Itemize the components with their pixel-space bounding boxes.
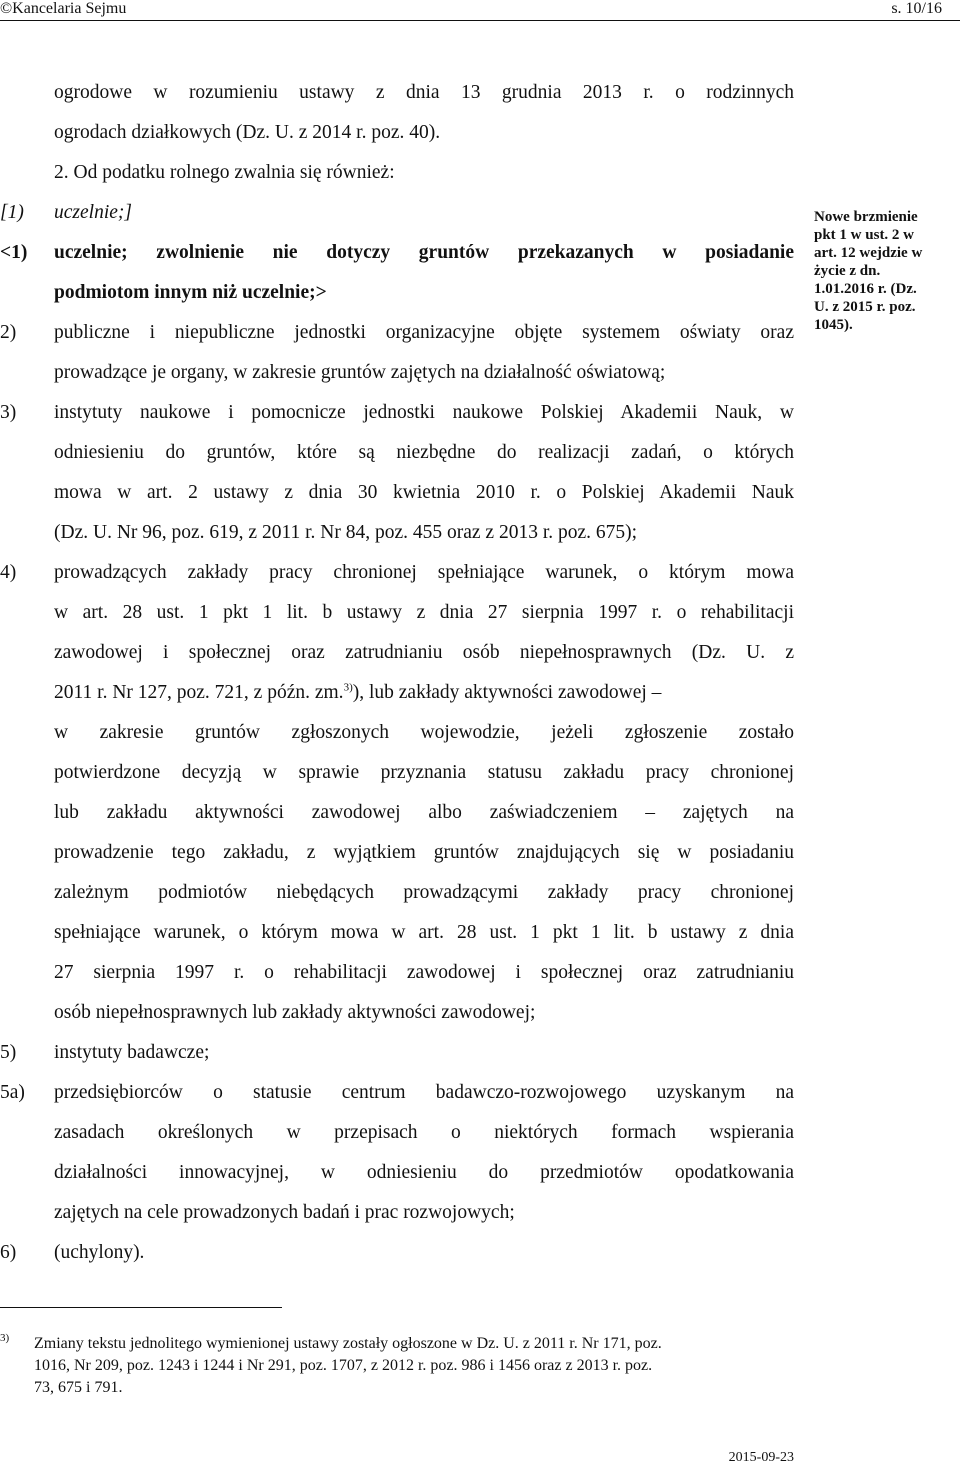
item-number: 5a) <box>0 1082 25 1103</box>
text-line: zależnym podmiotów niebędących prowadzącymi zakłady pracy chronionej <box>54 882 794 903</box>
header-page-number: s. 10/16 <box>891 0 942 17</box>
text-line: (Dz. U. Nr 96, poz. 619, z 2011 r. Nr 84, poz. 455 oraz z 2013 r. poz. 675); <box>54 522 638 543</box>
text-segment <box>54 680 661 706</box>
footer-date: 2015-09-23 <box>728 1450 794 1465</box>
text-line: mowa w art. 2 ustawy z dnia 30 kwietnia 2010 r. o Polskiej Akademii Nauk <box>54 482 794 503</box>
item-number: 4) <box>0 562 17 583</box>
side-note-line: życie z dn. <box>814 263 881 279</box>
side-note-line: 1045). <box>814 317 853 333</box>
text-line: w zakresie gruntów zgłoszonych wojewodzie, jeżeli zgłoszenie zostało <box>54 722 794 743</box>
text-line: zasadach określonych w przepisach o niektórych formach wspierania <box>54 1122 794 1143</box>
item-number: 3) <box>0 402 17 423</box>
text-line: potwierdzone decyzją w sprawie przyznania statusu zakładu pracy chronionej <box>54 762 794 783</box>
footnote-line: Zmiany tekstu jednolitego wymienionej ustawy zostały ogłoszone w Dz. U. z 2011 r. Nr 171, poz. <box>34 1335 662 1352</box>
text-line: zajętych na cele prowadzonych badań i prac rozwojowych; <box>54 1202 515 1223</box>
text-line: instytuty badawcze; <box>54 1042 210 1063</box>
side-note-line: pkt 1 w ust. 2 w <box>814 227 915 243</box>
text-line: prowadzących zakłady pracy chronionej spełniające warunek, o którym mowa <box>54 562 794 583</box>
side-note-line: U. z 2015 r. poz. <box>814 299 916 315</box>
text-line: działalności innowacyjnej, w odniesieniu do przedmiotów opodatkowania <box>54 1162 794 1183</box>
text-line: osób niepełnosprawnych lub zakłady aktywności zawodowej; <box>54 1002 536 1023</box>
item-number: 2) <box>0 322 17 343</box>
text-line: przedsiębiorców o statusie centrum badawczo-rozwojowego uzyskanym na <box>54 1082 794 1103</box>
side-note-line: art. 12 wejdzie w <box>814 245 923 261</box>
text-line: ogrodowe w rozumieniu ustawy z dnia 13 grudnia 2013 r. o rodzinnych <box>54 82 794 103</box>
text-line: zawodowej i społecznej oraz zatrudnianiu osób niepełnosprawnych (Dz. U. z <box>54 642 794 663</box>
item-number: [1) <box>0 202 24 223</box>
text-line: (uchylony). <box>54 1242 145 1263</box>
text-line: 27 sierpnia 1997 r. o rehabilitacji zawodowej i społecznej oraz zatrudnianiu <box>54 962 794 983</box>
header-source: ©Kancelaria Sejmu <box>0 0 127 17</box>
text-line: ogrodach działkowych (Dz. U. z 2014 r. poz. 40). <box>54 122 441 143</box>
item-number: 5) <box>0 1042 17 1063</box>
text-line: publiczne i niepubliczne jednostki organizacyjne objęte systemem oświaty oraz <box>54 322 794 343</box>
text-line: instytuty naukowe i pomocnicze jednostki naukowe Polskiej Akademii Nauk, w <box>54 402 794 423</box>
text-line: podmiotom innym niż uczelnie;> <box>54 282 327 303</box>
item-number: 6) <box>0 1242 17 1263</box>
text-span: ), lub zakłady aktywności zawodowej – <box>352 682 662 703</box>
footnote-mark: 3) <box>0 1332 10 1344</box>
footnote-line: 73, 675 i 791. <box>34 1379 123 1396</box>
text-line: uczelnie; zwolnienie nie dotyczy gruntów przekazanych w posiadanie <box>54 242 794 263</box>
text-span: 2011 r. Nr 127, poz. 721, z późn. zm. <box>54 682 344 703</box>
text-line <box>54 680 794 706</box>
text-line: uczelnie;] <box>54 202 132 223</box>
text-line: prowadzące je organy, w zakresie gruntów zajętych na działalność oświatową; <box>54 362 666 383</box>
item-number: <1) <box>0 242 28 263</box>
text-line: odniesieniu do gruntów, które są niezbędne do realizacji zadań, o których <box>54 442 794 463</box>
text-line: spełniające warunek, o którym mowa w art. 28 ust. 1 pkt 1 lit. b ustawy z dnia <box>54 922 794 943</box>
header-rule <box>0 20 960 21</box>
text-line: lub zakładu aktywności zawodowej albo zaświadczeniem – zajętych na <box>54 802 794 823</box>
footnote-reference[interactable]: 3) <box>343 681 353 694</box>
side-note-line: 1.01.2016 r. (Dz. <box>814 281 917 297</box>
text-line: w art. 28 ust. 1 pkt 1 lit. b ustawy z dnia 27 sierpnia 1997 r. o rehabilitacji <box>54 602 794 623</box>
text-line: prowadzenie tego zakładu, z wyjątkiem gruntów znajdujących się w posiadaniu <box>54 842 794 863</box>
footnote-line: 1016, Nr 209, poz. 1243 i 1244 i Nr 291, poz. 1707, z 2012 r. poz. 986 i 1456 oraz z 2013 r. poz. <box>34 1357 653 1374</box>
text-line: 2. Od podatku rolnego zwalnia się również: <box>54 162 395 183</box>
footnote-separator <box>0 1307 282 1308</box>
side-note-line: Nowe brzmienie <box>814 209 918 225</box>
